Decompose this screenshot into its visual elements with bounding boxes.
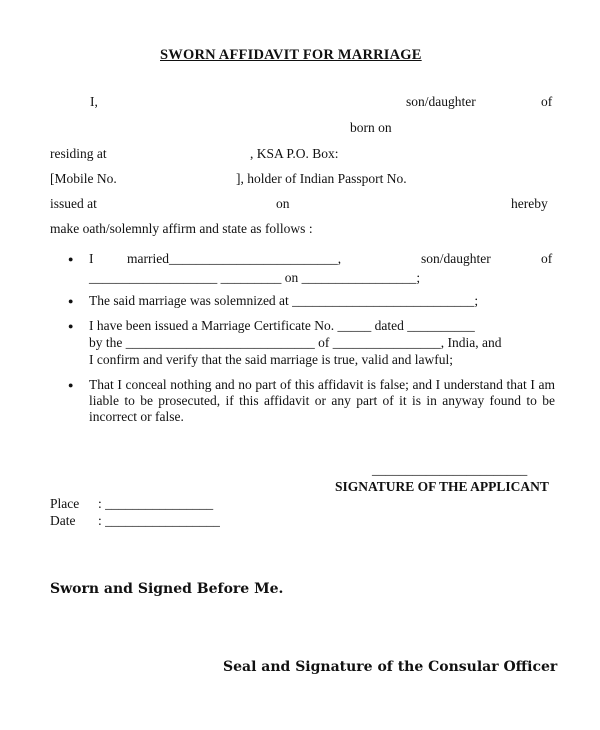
sworn-statement: Sworn and Signed Before Me.: [50, 581, 284, 597]
bullet-1-married: married_________________________,: [127, 251, 342, 266]
bullet-2-text: The said marriage was solemnized at ___________________________;: [89, 293, 479, 308]
bullet-2-marker: ●: [68, 296, 74, 306]
place-label: Place: [50, 496, 80, 511]
hereby-label: hereby: [511, 196, 548, 211]
bullet-4-marker: ●: [68, 380, 74, 390]
place-value: : ________________: [98, 496, 214, 511]
bullet-1-son-daughter: son/daughter: [421, 251, 491, 266]
son-daughter-label: son/daughter: [406, 94, 476, 109]
signature-line: _______________________: [372, 462, 528, 477]
bullet-1-of: of: [541, 251, 553, 266]
bullet-3-line-3: I confirm and verify that the said marriage is true, valid and lawful;: [89, 352, 453, 367]
mobile-no-label: [Mobile No.: [50, 171, 117, 186]
bullet-1-line-2: ___________________ _________ on _________________;: [89, 270, 421, 285]
bullet-3-line-2: by the ____________________________ of ________________, India, and: [89, 335, 502, 350]
signature-label: SIGNATURE OF THE APPLICANT: [335, 479, 549, 494]
bullet-3-marker: ●: [68, 321, 74, 331]
i-label: I,: [90, 94, 98, 109]
bullet-1-marker: ●: [68, 254, 74, 264]
born-on-label: born on: [350, 120, 392, 135]
ksa-po-box-label: , KSA P.O. Box:: [250, 146, 339, 161]
of-label: of: [541, 94, 553, 109]
issued-at-label: issued at: [50, 196, 97, 211]
document-title: SWORN AFFIDAVIT FOR MARRIAGE: [160, 47, 422, 63]
date-label: Date: [50, 513, 76, 528]
bullet-1-i: I: [89, 251, 94, 266]
residing-at-label: residing at: [50, 146, 107, 161]
date-value: : _________________: [98, 513, 220, 528]
bullet-3-line-1: I have been issued a Marriage Certificate No. _____ dated __________: [89, 318, 475, 333]
seal-signature-label: Seal and Signature of the Consular Officer: [223, 659, 558, 675]
oath-statement: make oath/solemnly affirm and state as follows :: [50, 221, 313, 236]
issued-on-label: on: [276, 196, 290, 211]
passport-label: ], holder of Indian Passport No.: [236, 171, 407, 186]
bullet-4-text: That I conceal nothing and no part of this affidavit is false; and I understand that I am liable to be prosecuted, if this affidavit or any part of it is in anyway found to be incorrect or false.: [89, 377, 555, 424]
